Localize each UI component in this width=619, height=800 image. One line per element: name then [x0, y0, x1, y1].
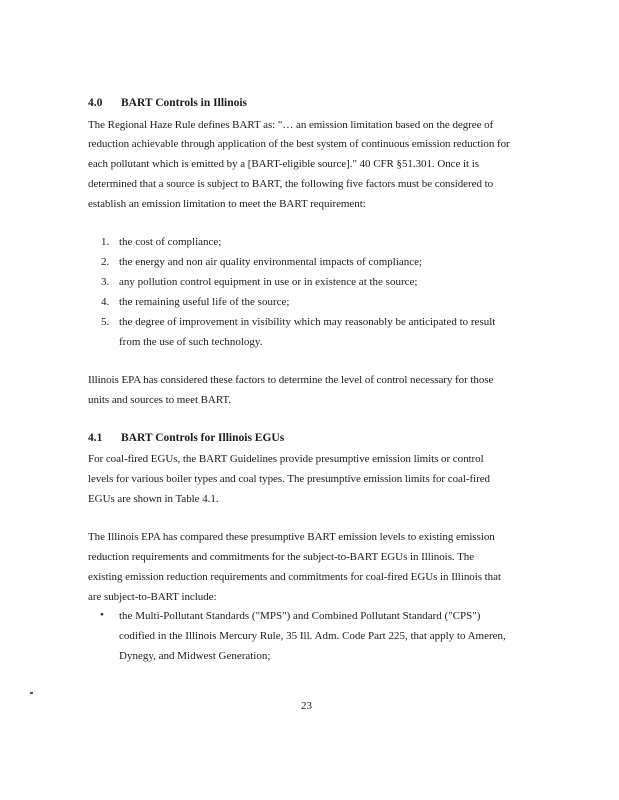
bullet-line: codified in the Illinois Mercury Rule, 35 Ill. Adm. Code Part 225, that apply to Ameren, [119, 630, 506, 642]
paragraph-line: each pollutant which is emitted by a [BART-eligible source]." 40 CFR §51.301. Once it is [88, 158, 479, 170]
paragraph-line: The Regional Haze Rule defines BART as: "… an emission limitation based on the degree of [88, 119, 494, 131]
list-item-continuation: from the use of such technology. [119, 336, 263, 348]
page-number: 23 [301, 700, 312, 712]
list-item-text: any pollution control equipment in use or in existence at the source; [119, 276, 418, 288]
paragraph-line: are subject-to-BART include: [88, 591, 217, 603]
paragraph-line: EGUs are shown in Table 4.1. [88, 493, 219, 505]
bullet-icon: • [100, 609, 104, 621]
list-item-number: 5. [101, 316, 110, 328]
section-number: 4.0 [88, 97, 103, 109]
list-item-text: the remaining useful life of the source; [119, 296, 290, 308]
bullet-line: Dynegy, and Midwest Generation; [119, 650, 271, 662]
paragraph-line: reduction requirements and commitments for the subject-to-BART EGUs in Illinois. The [88, 551, 475, 563]
paragraph-line: establish an emission limitation to meet the BART requirement: [88, 198, 366, 210]
paragraph-line: units and sources to meet BART. [88, 394, 232, 406]
list-item-number: 1. [101, 236, 110, 248]
scan-mark [30, 692, 33, 694]
section-title: BART Controls in Illinois [121, 97, 248, 109]
paragraph-line: The Illinois EPA has compared these presumptive BART emission levels to existing emission [88, 531, 495, 543]
paragraph-line: reduction achievable through application of the best system of continuous emission reduction for [88, 138, 510, 150]
list-item-text: the energy and non air quality environmental impacts of compliance; [119, 256, 423, 268]
list-item-number: 3. [101, 276, 110, 288]
section-number: 4.1 [88, 432, 103, 444]
section-title: BART Controls for Illinois EGUs [121, 432, 285, 444]
section-heading-4-0 [88, 97, 247, 109]
paragraph-line: determined that a source is subject to BART, the following five factors must be considered to [88, 178, 494, 190]
list-item-text: the degree of improvement in visibility which may reasonably be anticipated to result [119, 316, 496, 328]
section-heading-4-1 [88, 432, 284, 444]
list-item-number: 2. [101, 256, 110, 268]
list-item-text: the cost of compliance; [119, 236, 222, 248]
bullet-line: the Multi-Pollutant Standards ("MPS") and Combined Pollutant Standard ("CPS") [119, 610, 481, 622]
paragraph-line: levels for various boiler types and coal types. The presumptive emission limits for coal-fired [88, 473, 490, 485]
paragraph-line: For coal-fired EGUs, the BART Guidelines provide presumptive emission limits or control [88, 453, 484, 465]
list-item-number: 4. [101, 296, 110, 308]
paragraph-line: existing emission reduction requirements and commitments for coal-fired EGUs in Illinois that [88, 571, 501, 583]
paragraph-line: Illinois EPA has considered these factors to determine the level of control necessary for those [88, 374, 494, 386]
